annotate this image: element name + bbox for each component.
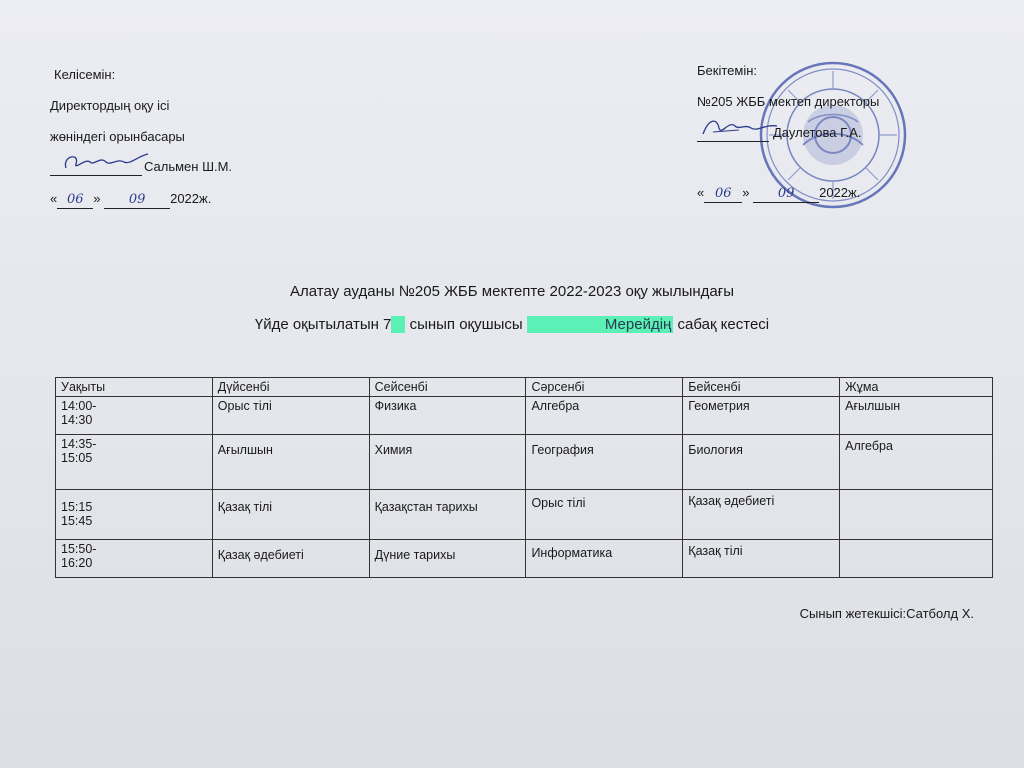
- date-sep: »: [742, 185, 750, 200]
- subject-cell: География: [526, 435, 683, 490]
- approval-left-line2: жөніндегі орынбасары: [50, 129, 185, 144]
- title-suffix: сабақ кестесі: [677, 316, 770, 333]
- approval-left-line1: Директордың оқу ісі: [50, 98, 170, 113]
- subject-cell: Ағылшын: [212, 435, 369, 490]
- header-tuesday: Сейсенбі: [369, 378, 526, 397]
- date-sep: »: [93, 191, 101, 206]
- subject-cell: Қазақ әдебиеті: [212, 540, 369, 578]
- signature-left: [60, 150, 152, 174]
- date-quote-open: «: [697, 185, 705, 200]
- date-year: 2022ж.: [170, 191, 212, 206]
- date-month: 09: [104, 191, 170, 209]
- document-title-line2: [0, 316, 1024, 333]
- subject-cell: [840, 540, 993, 578]
- header-thursday: Бейсенбі: [683, 378, 840, 397]
- subject-cell: Физика: [369, 397, 526, 435]
- schedule-table: [55, 377, 993, 578]
- time-cell: 14:00- 14:30: [56, 397, 213, 435]
- table-row: [56, 540, 993, 578]
- header-monday: Дүйсенбі: [212, 378, 369, 397]
- subject-cell: Орыс тілі: [526, 490, 683, 540]
- table-header-row: [56, 378, 993, 397]
- header-time: Уақыты: [56, 378, 213, 397]
- subject-cell: Дүние тарихы: [369, 540, 526, 578]
- table-row: [56, 435, 993, 490]
- approval-right-line1: №205 ЖББ мектеп директоры: [697, 94, 880, 109]
- subject-cell: [840, 490, 993, 540]
- time-cell: 15:50- 16:20: [56, 540, 213, 578]
- document-title-line1: Алатау ауданы №205 ЖББ мектепте 2022-2023 оқу жылындағы: [289, 283, 735, 300]
- redacted-surname: [529, 317, 605, 329]
- class-teacher-signature: Сынып жетекшісі:Сатболд Х.: [799, 606, 974, 621]
- approval-right-date: [697, 184, 860, 203]
- subject-cell: Қазақ тілі: [212, 490, 369, 540]
- subject-cell: Қазақ тілі: [683, 540, 840, 578]
- date-year: 2022ж.: [819, 185, 861, 200]
- date-month: 09: [753, 185, 819, 203]
- approval-right-heading: Бекітемін:: [697, 63, 757, 78]
- time-cell: 14:35- 15:05: [56, 435, 213, 490]
- date-quote-open: «: [50, 191, 58, 206]
- subject-cell: Алгебра: [840, 435, 993, 490]
- approval-left-heading: Келісемін:: [54, 67, 116, 82]
- subject-cell: Ағылшын: [840, 397, 993, 435]
- subject-cell: Информатика: [526, 540, 683, 578]
- date-day: 06: [57, 191, 93, 209]
- approval-left-signature-line: [50, 158, 142, 176]
- subject-cell: Биология: [683, 435, 840, 490]
- approval-right-name: Даулетова Г.А.: [773, 125, 862, 140]
- date-day: 06: [704, 185, 742, 203]
- approval-left-date: [50, 190, 211, 209]
- title-prefix: Үйде оқытылатын 7: [254, 316, 392, 333]
- subject-cell: Химия: [369, 435, 526, 490]
- approval-right-signature-line: [697, 124, 769, 142]
- signature-right: [699, 114, 779, 140]
- header-wednesday: Сәрсенбі: [526, 378, 683, 397]
- student-name: Мерейдің: [604, 316, 672, 333]
- student-name-highlight: [527, 316, 673, 333]
- class-letter-highlight: А: [393, 316, 404, 333]
- table-row: [56, 397, 993, 435]
- subject-cell: Орыс тілі: [212, 397, 369, 435]
- approval-left-name: Сальмен Ш.М.: [144, 159, 233, 174]
- title-middle: сынып оқушысы: [409, 316, 523, 333]
- subject-cell: Геометрия: [683, 397, 840, 435]
- subject-cell: Қазақ әдебиеті: [683, 490, 840, 540]
- time-cell: 15:15 15:45: [56, 490, 213, 540]
- header-friday: Жұма: [840, 378, 993, 397]
- table-row: [56, 490, 993, 540]
- subject-cell: Алгебра: [526, 397, 683, 435]
- subject-cell: Қазақстан тарихы: [369, 490, 526, 540]
